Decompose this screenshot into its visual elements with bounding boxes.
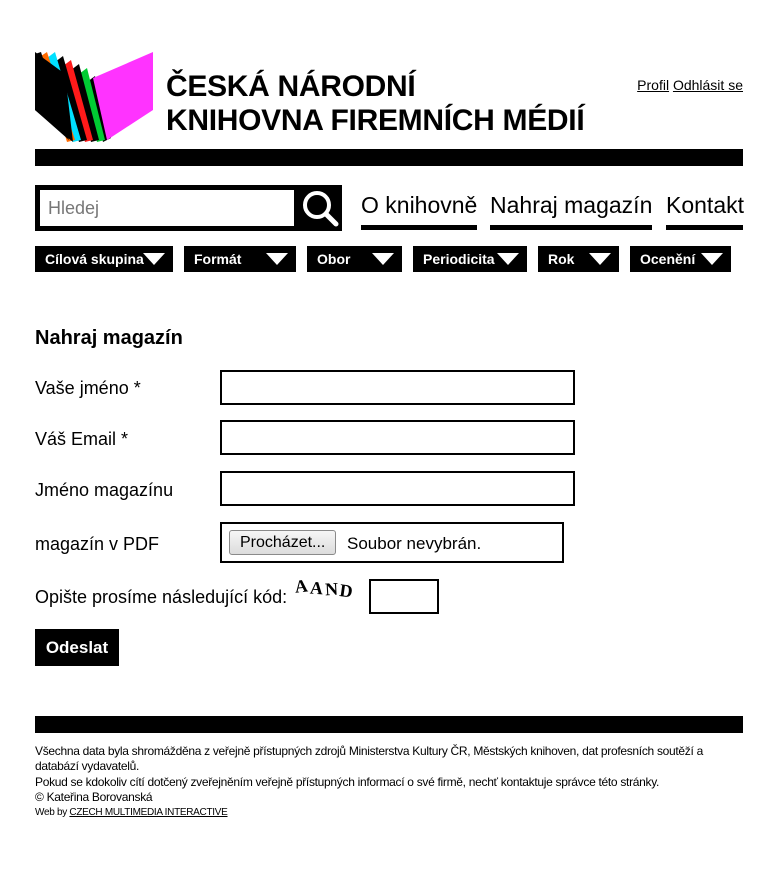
magazine-name-label: Jméno magazínu (35, 480, 174, 500)
email-field[interactable] (220, 420, 575, 455)
captcha-input[interactable] (369, 579, 439, 614)
filter-rok[interactable] (538, 246, 619, 272)
nav-label: Nahraj magazín (490, 192, 653, 218)
captcha-char: D (338, 580, 356, 602)
submit-button[interactable]: Odeslat (35, 629, 119, 666)
search-box (35, 185, 342, 231)
footer-divider-bar (35, 716, 743, 733)
filter-periodicita[interactable] (413, 246, 527, 272)
search-button[interactable] (297, 185, 342, 231)
profile-link[interactable]: Profil (637, 77, 670, 93)
nav-label: O knihovně (361, 192, 478, 218)
nav-label: Kontakt (666, 192, 744, 218)
captcha-image (293, 575, 356, 602)
header-divider-bar (35, 149, 743, 166)
filter-label: Periodicita (423, 251, 495, 267)
footer-copyright: © Kateřina Borovanská (35, 790, 153, 804)
filter-label: Formát (194, 251, 242, 267)
footer-web-by (35, 807, 228, 818)
chevron-down-icon (701, 253, 723, 265)
chevron-down-icon (589, 253, 611, 265)
email-label: Váš Email * (35, 429, 129, 449)
pdf-label: magazín v PDF (35, 534, 160, 554)
footer-contact-note: Pokud se kdokoliv cítí dotčený zveřejněním veřejně přístupných informací o své firmě, nechť kontaktuje správce této stránky. (35, 775, 660, 789)
filter-format[interactable] (184, 246, 296, 272)
nav-kontakt[interactable] (666, 190, 743, 230)
site-title-line1: ČESKÁ NÁRODNÍ (166, 70, 416, 103)
captcha-char: A (293, 575, 311, 597)
chevron-down-icon (143, 253, 165, 265)
filter-oceneni[interactable] (630, 246, 731, 272)
footer-data-sources: Všechna data byla shromážděna z veřejně přístupných zdrojů Ministerstva Kultury ČR, Městských knihoven, dat profesních soutěží a databází vydavatelů. (35, 744, 703, 773)
web-by-prefix: Web by (35, 807, 67, 818)
browse-button[interactable]: Procházet... (229, 530, 336, 555)
search-input[interactable] (40, 190, 294, 226)
web-by-link[interactable]: CZECH MULTIMEDIA INTERACTIVE (69, 807, 228, 818)
filter-obor[interactable] (307, 246, 402, 272)
name-field[interactable] (220, 370, 575, 405)
site-title (166, 70, 584, 138)
search-icon (297, 185, 342, 231)
magazine-name-field[interactable] (220, 471, 575, 506)
library-logo (35, 52, 153, 142)
logout-link[interactable]: Odhlásit se (672, 77, 743, 93)
user-links (637, 77, 743, 93)
nav-nahraj-magazin[interactable] (490, 190, 652, 230)
filter-label: Rok (548, 251, 575, 267)
captcha-char: N (324, 578, 341, 600)
captcha-label: Opište prosíme následující kód: (35, 587, 288, 607)
filter-cilova-skupina[interactable] (35, 246, 173, 272)
nav-underline (361, 225, 477, 230)
nav-underline (490, 225, 652, 230)
file-status: Soubor nevybrán. (347, 534, 482, 553)
filter-label: Obor (317, 251, 351, 267)
filter-label: Ocenění (640, 251, 696, 267)
site-title-line2: KNIHOVNA FIREMNÍCH MÉDIÍ (166, 104, 585, 137)
chevron-down-icon (372, 253, 394, 265)
chevron-down-icon (266, 253, 288, 265)
chevron-down-icon (497, 253, 519, 265)
form-title: Nahraj magazín (35, 327, 183, 349)
name-label: Vaše jméno * (35, 378, 141, 398)
nav-o-knihovne[interactable] (361, 190, 477, 230)
pdf-file-input (220, 522, 564, 563)
nav-underline (666, 225, 743, 230)
captcha-char: A (309, 577, 326, 599)
filter-label: Cílová skupina (45, 251, 144, 267)
